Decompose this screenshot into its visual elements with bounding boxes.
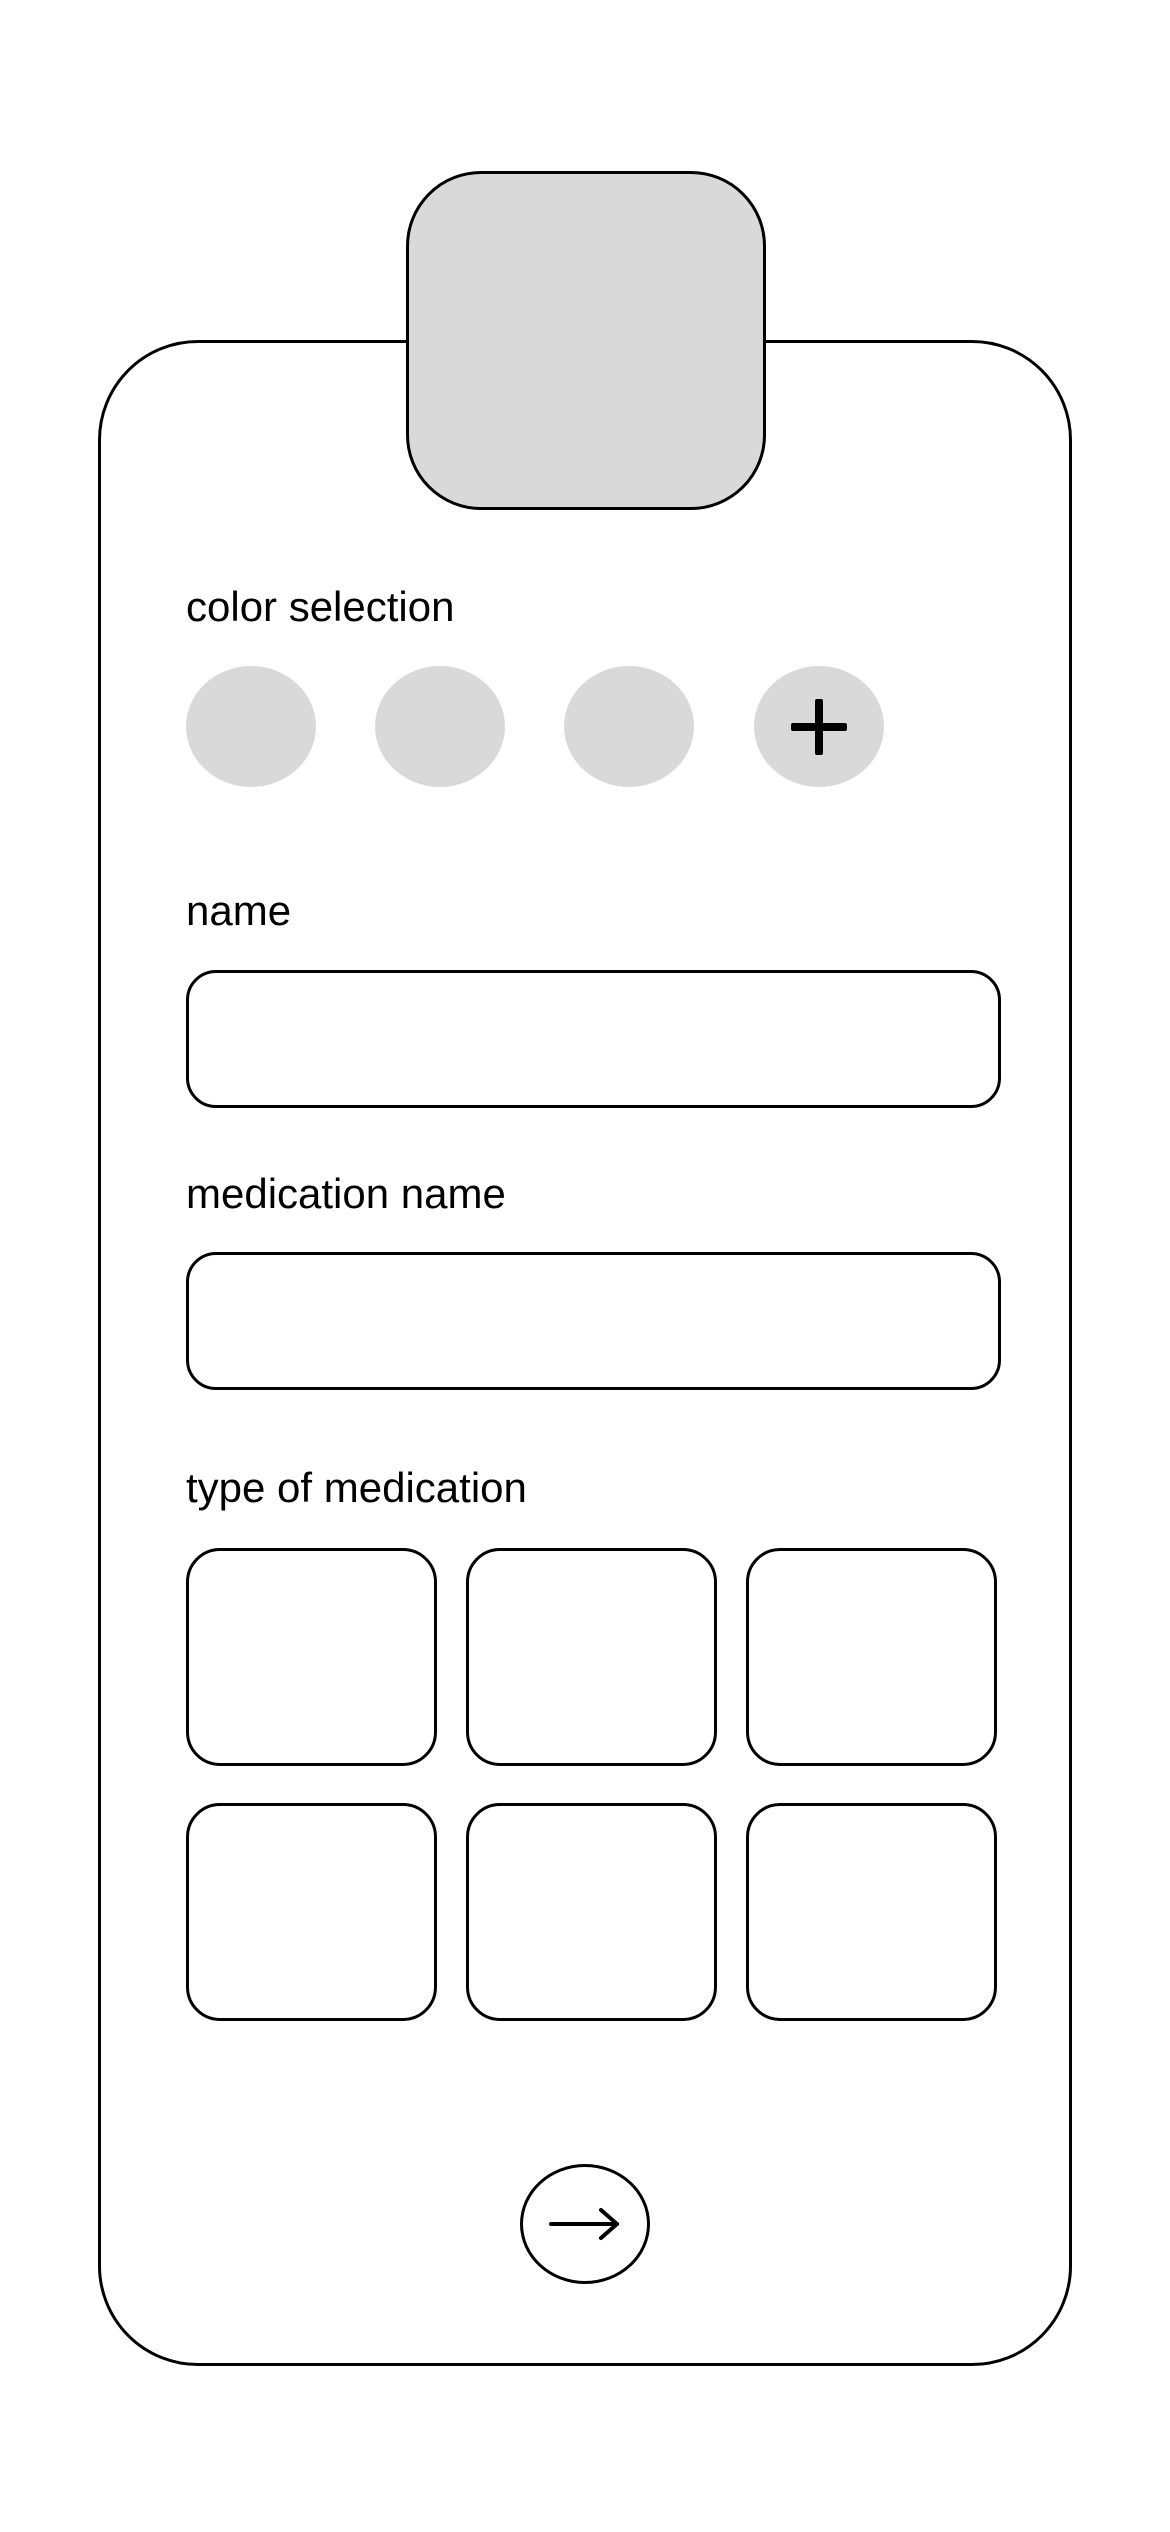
medication-type-tile-4[interactable] [186, 1803, 437, 2021]
medication-type-tile-3[interactable] [746, 1548, 997, 1766]
name-label: name [186, 887, 292, 934]
plus-icon [789, 697, 849, 757]
medication-name-label: medication name [186, 1170, 506, 1217]
color-swatch-1[interactable] [186, 666, 316, 787]
name-input[interactable] [186, 970, 1001, 1108]
medication-name-input[interactable] [186, 1252, 1001, 1390]
color-swatch-3[interactable] [564, 666, 694, 787]
arrow-right-icon [547, 2204, 623, 2244]
medication-type-tile-6[interactable] [746, 1803, 997, 2021]
medication-type-tile-5[interactable] [466, 1803, 717, 2021]
medication-type-tile-1[interactable] [186, 1548, 437, 1766]
add-color-button[interactable] [754, 666, 884, 787]
medication-type-label: type of medication [186, 1464, 527, 1511]
next-button[interactable] [520, 2164, 650, 2284]
image-placeholder[interactable] [406, 171, 766, 510]
color-swatch-2[interactable] [375, 666, 505, 787]
medication-type-tile-2[interactable] [466, 1548, 717, 1766]
color-selection-label: color selection [186, 583, 455, 630]
